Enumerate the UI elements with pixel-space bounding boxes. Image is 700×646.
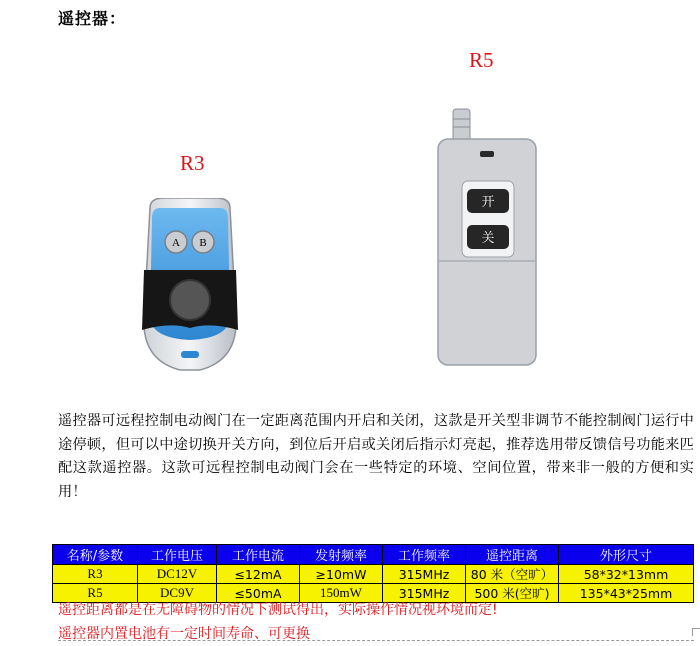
r3-remote-image — [140, 198, 240, 374]
notes — [58, 598, 498, 646]
table-cell: R3 — [53, 565, 138, 584]
r5-led — [480, 151, 494, 157]
r5-remote-image — [436, 107, 540, 369]
header-current: 工作电流 — [217, 545, 300, 565]
r5-open-button-label: 开 — [481, 195, 495, 210]
r3-led — [181, 351, 199, 358]
table-cell: 58*32*13mm — [559, 565, 694, 584]
table-cell: DC9V — [138, 584, 217, 603]
header-name: 名称/参数 — [53, 545, 138, 565]
description-paragraph: 遥控器可远程控制电动阀门在一定距离范围内开启和关闭，这款是开关型非调节不能控制阀门运行中途停顿，但可以中途切换开关方向，到位后开启或关闭后指示灯亮起，推荐选用带反馈信号功能来匹配这款遥控器。这款可远程控制电动阀门会在一些特定的环境、空间位置，带来非一般的方便和实用！ — [58, 413, 694, 500]
r5-label: R5 — [469, 48, 494, 72]
header-frequency: 工作频率 — [383, 545, 466, 565]
table-cell: ≥10mW — [300, 565, 383, 584]
header-dimensions: 外形尺寸 — [559, 545, 694, 565]
note-battery: 遥控器内置电池有一定时间寿命、可更换 — [58, 626, 310, 642]
header-voltage: 工作电压 — [138, 545, 217, 565]
table-cell: 150mW — [300, 584, 383, 603]
table-cell: 315MHz — [383, 584, 466, 603]
r3-button-b-label: B — [199, 237, 207, 249]
note-distance: 遥控距离都是在无障碍物的情况下测试得出，实际操作情况视环境而定! — [58, 602, 498, 618]
page-corner-mark — [692, 628, 700, 636]
table-row — [53, 565, 694, 584]
spec-table-header-row — [53, 545, 694, 565]
r3-button-a-label: A — [172, 237, 180, 249]
spec-table — [52, 544, 694, 603]
table-cell: ≤50mA — [217, 584, 300, 603]
r3-label: R3 — [180, 151, 205, 175]
table-cell: 80 米（空旷） — [466, 565, 559, 584]
table-cell: 135*43*25mm — [559, 584, 694, 603]
table-cell: R5 — [53, 584, 138, 603]
r5-close-button-label: 关 — [481, 231, 495, 246]
table-cell: 500 米(空旷) — [466, 584, 559, 603]
table-cell: 315MHz — [383, 565, 466, 584]
table-cell: DC12V — [138, 565, 217, 584]
table-cell: ≤12mA — [217, 565, 300, 584]
section-heading: 遥控器： — [58, 9, 127, 28]
r3-speaker-grille — [170, 280, 210, 320]
page-bottom-rule — [58, 640, 694, 641]
header-range: 遥控距离 — [466, 545, 559, 565]
header-tx-power: 发射频率 — [300, 545, 383, 565]
r5-antenna — [453, 109, 470, 141]
